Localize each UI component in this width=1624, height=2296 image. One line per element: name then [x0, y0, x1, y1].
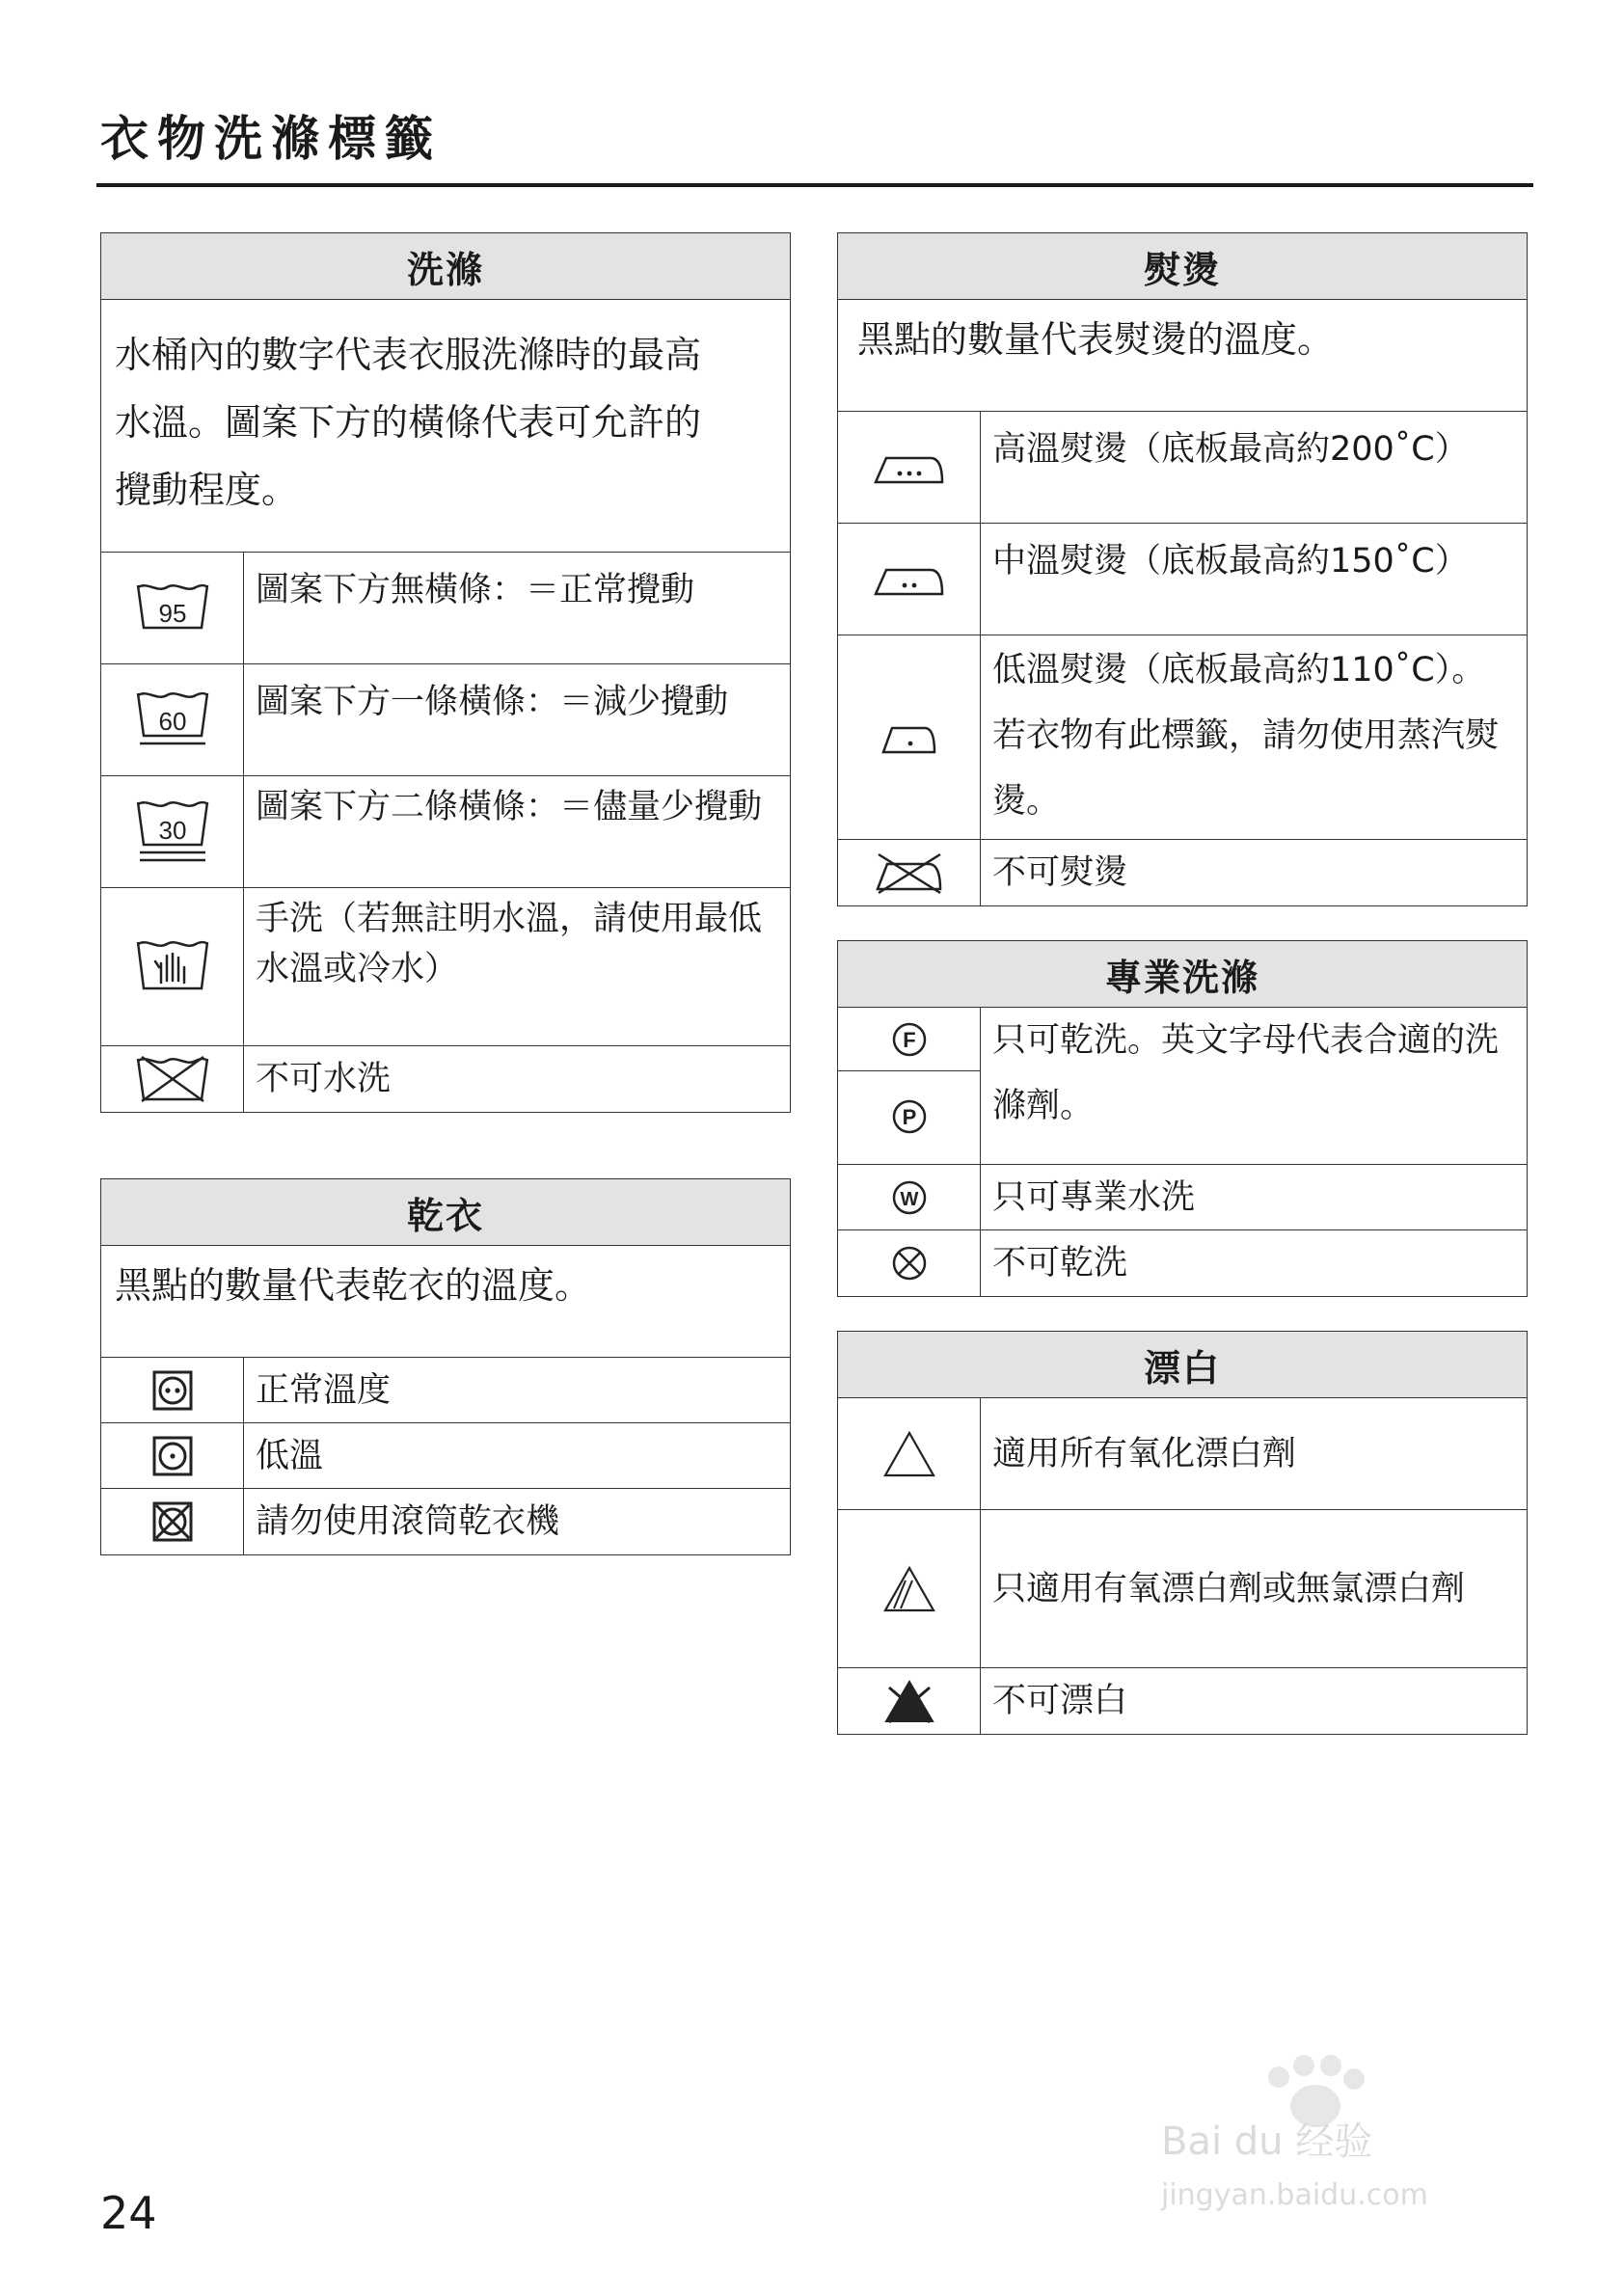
professional-row: [838, 1165, 1527, 1230]
do-not-iron-icon: [838, 840, 981, 905]
washing-desc-line-2: 水溫。圖案下方的橫條代表可允許的: [115, 401, 702, 444]
professional-text-no-dry-clean: 不可乾洗: [992, 1244, 1128, 1283]
dry-clean-p-label: P: [902, 1105, 916, 1129]
washing-text-hand-wash: 手洗（若無註明水溫，請使用最低水溫或冷水）: [256, 900, 763, 988]
drying-text-low: 低溫: [256, 1436, 324, 1475]
professional-text-dry-clean: 只可乾洗。英文字母代表合適的洗滌劑。: [992, 1021, 1500, 1125]
ironing-row: [838, 524, 1527, 635]
wash-30-two-bars-icon: [101, 776, 244, 887]
wet-clean-w-label: W: [900, 1188, 918, 1210]
iron-medium-icon: [838, 524, 981, 635]
professional-header: 專業洗滌: [838, 941, 1527, 1008]
ironing-header: 熨燙: [838, 233, 1527, 300]
washing-text-normal: 圖案下方無橫條：＝正常攪動: [256, 571, 695, 609]
wash-60-label: 60: [158, 706, 186, 736]
baidu-watermark: [1151, 2048, 1537, 2222]
washing-table: [100, 232, 791, 1113]
bleach-row: [838, 1398, 1527, 1510]
washing-row: [101, 553, 790, 664]
tumble-dry-normal-icon: [101, 1358, 244, 1422]
professional-table: [837, 940, 1528, 1297]
drying-header: 乾衣: [101, 1179, 790, 1246]
bleach-any-icon: [838, 1398, 981, 1509]
wet-clean-w-icon: [838, 1165, 981, 1229]
washing-row: [101, 1046, 790, 1112]
paw-icon: [1268, 2055, 1365, 2127]
washing-description: [101, 300, 790, 553]
professional-row: [838, 1230, 1527, 1296]
professional-text-wet-clean: 只可專業水洗: [992, 1177, 1196, 1217]
washing-row: [101, 776, 790, 888]
professional-row: [838, 1008, 1527, 1165]
bleach-text-any: 適用所有氧化漂白劑: [992, 1434, 1297, 1473]
drying-text-normal: 正常溫度: [256, 1370, 392, 1410]
do-not-dry-clean-icon: [838, 1230, 981, 1296]
wash-95-label: 95: [158, 598, 186, 628]
bleach-row: [838, 1510, 1527, 1668]
do-not-wash-icon: [101, 1046, 244, 1112]
bleach-row: [838, 1668, 1527, 1734]
watermark-logo: Bai du 经验: [1161, 2120, 1373, 2164]
ironing-text-no-iron: 不可熨燙: [992, 853, 1128, 892]
ironing-table: [837, 232, 1528, 906]
iron-low-icon: [838, 635, 981, 839]
bleach-text-no-bleach: 不可漂白: [992, 1682, 1128, 1720]
wash-95-icon: [101, 553, 244, 663]
washing-text-minimal: 圖案下方二條橫條：＝儘量少攪動: [256, 788, 763, 826]
bleach-header: 漂白: [838, 1332, 1527, 1398]
washing-desc-line-1: 水桶內的數字代表衣服洗滌時的最高: [115, 334, 702, 376]
ironing-text-low: 低溫熨燙（底板最高約110˚C）。若衣物有此標籤，請勿使用蒸汽熨燙。: [992, 651, 1500, 821]
washing-row: [101, 888, 790, 1046]
page-title: 衣物洗滌標籤: [100, 111, 442, 167]
watermark-url: jingyan.baidu.com: [1161, 2178, 1428, 2212]
ironing-description: 黑點的數量代表熨燙的溫度。: [838, 300, 1527, 412]
ironing-text-medium: 中溫熨燙（底板最高約150˚C）: [992, 542, 1469, 581]
do-not-bleach-icon: [838, 1668, 981, 1734]
washing-header: 洗滌: [101, 233, 790, 300]
drying-row: [101, 1489, 790, 1554]
wash-30-label: 30: [158, 815, 186, 845]
hand-wash-icon: [101, 888, 244, 1045]
ironing-text-high: 高溫熨燙（底板最高約200˚C）: [992, 430, 1469, 469]
dry-clean-f-icon: [838, 1008, 980, 1071]
dry-clean-p-icon: [838, 1071, 980, 1162]
do-not-tumble-dry-icon: [101, 1489, 244, 1554]
drying-table: [100, 1178, 791, 1555]
ironing-row: [838, 635, 1527, 840]
drying-row: [101, 1358, 790, 1423]
ironing-row: [838, 840, 1527, 905]
bleach-non-chlorine-icon: [838, 1510, 981, 1667]
page-number: 24: [100, 2187, 157, 2239]
wash-60-one-bar-icon: [101, 664, 244, 775]
washing-text-reduced: 圖案下方一條橫條：＝減少攪動: [256, 683, 729, 721]
drying-description: 黑點的數量代表乾衣的溫度。: [101, 1246, 790, 1358]
washing-desc-line-3: 攪動程度。: [115, 469, 299, 511]
drying-text-no-tumble: 請勿使用滾筒乾衣機: [256, 1502, 560, 1541]
bleach-text-non-chlorine: 只適用有氧漂白劑或無氯漂白劑: [992, 1569, 1466, 1608]
tumble-dry-low-icon: [101, 1423, 244, 1488]
title-divider: [96, 183, 1533, 187]
washing-text-no-wash: 不可水洗: [256, 1060, 392, 1098]
washing-row: [101, 664, 790, 776]
drying-row: [101, 1423, 790, 1489]
dry-clean-f-label: F: [902, 1027, 916, 1052]
iron-high-icon: [838, 412, 981, 523]
ironing-row: [838, 412, 1527, 524]
bleach-table: [837, 1331, 1528, 1735]
professional-icon-group: [838, 1008, 981, 1164]
